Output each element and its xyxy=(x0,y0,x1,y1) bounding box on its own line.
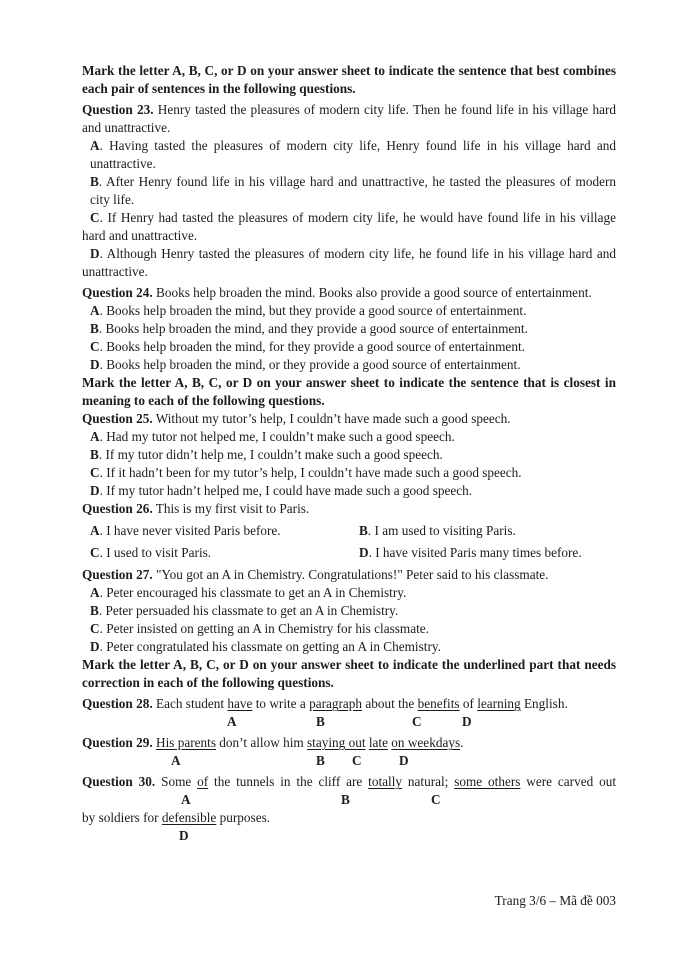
question-26-option-b: B. I am used to visiting Paris. xyxy=(359,523,516,538)
option-line: city life. xyxy=(90,192,135,207)
question-29-stem: Question 29. His parents don’t allow him staying out late on weekdays. xyxy=(82,735,464,750)
error-marker-d: D xyxy=(399,753,409,768)
option-line: A. Having tasted the pleasures of modern city life, Henry found life in his village hard and xyxy=(90,138,616,153)
question-25-stem: Question 25. Without my tutor’s help, I couldn’t have made such a good speech. xyxy=(82,411,511,426)
error-marker-b: B xyxy=(316,714,325,729)
question-26-options-row-1 xyxy=(82,522,616,540)
question-29 xyxy=(82,734,616,770)
error-marker-a: A xyxy=(171,753,181,768)
instruction-line: meaning to each of the following questions. xyxy=(82,393,325,408)
question-30-stem-line-2: by soldiers for defensible purposes. xyxy=(82,810,271,825)
question-23-stem-line-2: and unattractive. xyxy=(82,120,171,135)
instruction-line: correction in each of the following questions. xyxy=(82,675,334,690)
question-25-option-d: D. If my tutor hadn’t helped me, I could have made such a good speech. xyxy=(90,483,473,498)
question-30 xyxy=(82,773,616,845)
option-line: C. If Henry had tasted the pleasures of modern city life, he would have found life in his village xyxy=(90,210,616,225)
error-marker-a: A xyxy=(181,792,191,807)
question-25 xyxy=(82,410,616,500)
question-23 xyxy=(82,101,616,281)
question-29-error-markers xyxy=(82,752,616,770)
option-line: unattractive. xyxy=(82,264,148,279)
question-24-stem: Question 24. Books help broaden the mind. Books also provide a good source of entertainment. xyxy=(82,285,592,300)
question-24-option-a: A. Books help broaden the mind, but they provide a good source of entertainment. xyxy=(90,303,527,318)
instruction-line: Mark the letter A, B, C, or D on your answer sheet to indicate the sentence that best combines xyxy=(82,63,616,78)
question-26-option-d: D. I have visited Paris many times before. xyxy=(359,545,582,560)
option-line: unattractive. xyxy=(90,156,156,171)
question-27-option-c: C. Peter insisted on getting an A in Chemistry for his classmate. xyxy=(90,621,429,636)
question-24-option-d: D. Books help broaden the mind, or they provide a good source of entertainment. xyxy=(90,357,521,372)
option-line: B. After Henry found life in his village hard and unattractive, he tasted the pleasures of modern xyxy=(90,174,616,189)
question-25-option-c: C. If it hadn’t been for my tutor’s help, I couldn’t have made such a good speech. xyxy=(90,465,522,480)
question-24 xyxy=(82,284,616,374)
question-30-stem-line-1: Question 30. Some of the tunnels in the cliff are totally natural; some others were carved out xyxy=(82,774,616,789)
question-28-stem: Question 28. Each student have to write a paragraph about the benefits of learning English. xyxy=(82,696,568,711)
question-23-option-a xyxy=(90,137,616,173)
question-30-error-markers-row-2 xyxy=(82,827,616,845)
instruction-closest-meaning xyxy=(82,374,616,410)
question-27-option-d: D. Peter congratulated his classmate on getting an A in Chemistry. xyxy=(90,639,441,654)
instruction-best-combines xyxy=(82,62,616,98)
instruction-line: Mark the letter A, B, C, or D on your answer sheet to indicate the underlined part that needs xyxy=(82,657,616,672)
question-30-error-markers-row-1 xyxy=(82,791,616,809)
question-25-option-b: B. If my tutor didn’t help me, I couldn’t make such a good speech. xyxy=(90,447,443,462)
question-26-option-c: C. I used to visit Paris. xyxy=(90,545,212,560)
question-27-stem: Question 27. "You got an A in Chemistry. Congratulations!" Peter said to his classmate. xyxy=(82,567,549,582)
instruction-line: each pair of sentences in the following questions. xyxy=(82,81,356,96)
question-26-option-a: A. I have never visited Paris before. xyxy=(90,523,281,538)
question-23-stem-line-1: Question 23. Henry tasted the pleasures of modern city life. Then he found life in his village hard xyxy=(82,102,616,117)
error-marker-b: B xyxy=(341,792,350,807)
question-27-option-a: A. Peter encouraged his classmate to get an A in Chemistry. xyxy=(90,585,407,600)
instruction-error-correction xyxy=(82,656,616,692)
question-27 xyxy=(82,566,616,656)
error-marker-d: D xyxy=(179,828,189,843)
question-23-option-b xyxy=(90,173,616,209)
option-line: hard and unattractive. xyxy=(82,228,198,243)
question-25-option-a: A. Had my tutor not helped me, I couldn’t make such a good speech. xyxy=(90,429,455,444)
error-marker-d: D xyxy=(462,714,472,729)
error-marker-c: C xyxy=(352,753,362,768)
question-26-options-row-2 xyxy=(82,544,616,562)
error-marker-a: A xyxy=(227,714,237,729)
question-26-stem: Question 26. This is my first visit to Paris. xyxy=(82,501,310,516)
error-marker-c: C xyxy=(431,792,441,807)
option-line: D. Although Henry tasted the pleasures of modern city life, he found life in his village hard and xyxy=(90,246,616,261)
question-24-option-c: C. Books help broaden the mind, for they provide a good source of entertainment. xyxy=(90,339,525,354)
question-28 xyxy=(82,695,616,731)
question-23-option-d xyxy=(82,245,616,281)
error-marker-c: C xyxy=(412,714,422,729)
error-marker-b: B xyxy=(316,753,325,768)
question-23-option-c xyxy=(82,209,616,245)
question-27-option-b: B. Peter persuaded his classmate to get an A in Chemistry. xyxy=(90,603,399,618)
question-24-option-b: B. Books help broaden the mind, and they provide a good source of entertainment. xyxy=(90,321,528,336)
instruction-line: Mark the letter A, B, C, or D on your answer sheet to indicate the sentence that is closest in xyxy=(82,375,616,390)
question-26 xyxy=(82,500,616,562)
question-28-error-markers xyxy=(82,713,616,731)
page-footer: Trang 3/6 – Mã đề 003 xyxy=(494,893,616,908)
